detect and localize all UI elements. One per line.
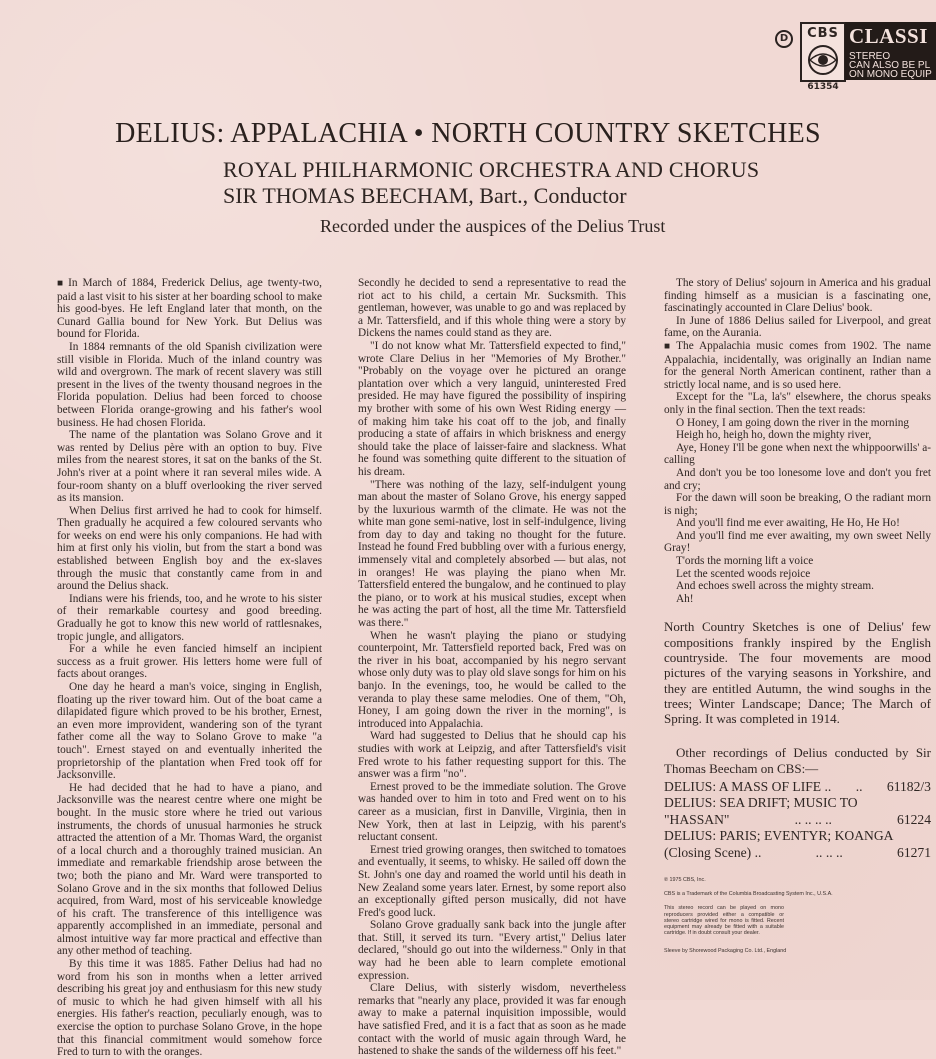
printer-credit: Sleeve by Shorewood Packaging Co. Ltd., England bbox=[664, 948, 787, 955]
paragraph: When he wasn't playing the piano or studying counterpoint, Mr. Tattersfield reported back, Fred was on the river in his boat, accompanied by his negro servant whose only duty was to play old slave songs for him on his banjo. In the evenings, too, he would be called to the veranda to play these same melodies. One of them, "Oh, Honey, I am going down the river in the morning", is introduced into Appalachia. bbox=[358, 629, 626, 730]
lyric-line: And don't you be too lonesome love and don't you fret and cry; bbox=[664, 466, 931, 492]
lyric-line: Let the scented woods rejoice bbox=[676, 567, 811, 580]
lyric-line: And echoes swell across the mighty stream. bbox=[676, 580, 874, 593]
paragraph: He had decided that he had to have a piano, and Jacksonville was the nearest centre where one might be bought. In the music store where he tried out various instruments, the chords of unusual harmonies he struck attracted the attention of a Mr. Thomas Ward, the organist of a local church and a thoroughly trained musician. An immediate and remarkable friendship arose between the two; both the piano and Mr. Ward were transported to Solano Grove and in the six months that followed Delius acquired, from Ward, most of his serviceable knowledge of his craft. The transference of this intelligence was apparently accomplished in an immediate, personal and almost intuitive way far more practical and effective than any other method of teaching. bbox=[57, 781, 322, 958]
lyric-line: O Honey, I am going down the river in the morning bbox=[676, 416, 910, 429]
other-recordings-list bbox=[664, 779, 931, 862]
lyric-line: Aye, Honey I'll be gone when next the whippoorwills' a-calling bbox=[664, 441, 931, 467]
stereo-line: STEREO bbox=[849, 51, 891, 62]
lyric-line: For the dawn will soon be breaking, O the radiant morn is nigh; bbox=[664, 492, 931, 517]
conductor: SIR THOMAS BEECHAM, Bart., Conductor bbox=[223, 183, 627, 208]
paragraph: The name of the plantation was Solano Grove and it was rented by Delius père with an option to buy. Five miles from the nearest stores, it sat on the banks of the St. John's river at a point where it ran several miles wide. A four-room shanty on a bluff overlooking the river served as its mansion. bbox=[57, 429, 322, 505]
stereo-line: ON MONO EQUIP bbox=[849, 69, 932, 80]
recording-row bbox=[664, 812, 931, 829]
paragraph: "There was nothing of the lazy, self-indulgent young man about the master of Solano Grove, his energy sapped by the luxurious warmth of the climate. He was not the white man gone semi-native, lost in self-indulgence, living from day to day and taking no thought for the future. Instead he found Fred bubbling over with a furious energy, immensely vital and completely absorbed — but alas, not in oranges! He was playing the piano when Mr. Tattersfield entered the bungalow, and he continued to play the piano, or to work at his musical studies, except when he was acting the part of host, all the time Mr. Tattersfield was there." bbox=[358, 478, 626, 630]
cbs-logo-text: CBS bbox=[807, 26, 839, 41]
recording-title: DELIUS: PARIS; EVENTYR; KOANGA bbox=[664, 828, 894, 844]
paragraph: One day he heard a man's voice, singing in English, floating up the river toward him. Out of the boat came a dilapidated figure which proved to be his brother, Ernest, an even more improvident, wandering son of the tyrant father come all the way to Solano Grove to make "a touch". Ernest stayed on and eventually inherited the proprietorship of the plantation when Fred took off for Jacksonville. bbox=[57, 681, 322, 782]
recording-title: "HASSAN" bbox=[664, 811, 730, 827]
recording-dots: .. bbox=[855, 778, 863, 794]
paragraph: Except for the "La, la's" elsewhere, the chorus speaks only in the final section. Then the text reads: bbox=[664, 391, 931, 416]
bullet-icon: ■ bbox=[57, 278, 66, 289]
recording-dots: .. .. .. bbox=[815, 844, 843, 860]
paragraph: Ward had suggested to Delius that he should cap his studies with work at Leipzig, and after Tattersfield's visit Fred wrote to his father requesting support for this. The answer was a firm "no". bbox=[358, 730, 626, 781]
stereo-notice bbox=[849, 52, 932, 79]
recording-number: 61182/3 bbox=[886, 778, 931, 794]
recording-row bbox=[664, 795, 931, 812]
trademark-line: CBS is a Trademark of the Columbia Broadcasting System Inc., U.S.A. bbox=[664, 891, 833, 898]
stereo-line: CAN ALSO BE PL bbox=[849, 60, 931, 71]
paragraph: In 1884 remnants of the old Spanish civilization were still visible in Florida. Much of the inland country was wild and overgrown. The mark of recent slavery was still present in the lives of the twenty thousand negroes in the Florida population. Delius had been forced to choose between Florida orange-growing and his father's wool business. He had chosen Florida. bbox=[57, 340, 322, 429]
paragraph: By this time it was 1885. Father Delius had had no word from his son in months when a letter arrived describing his great joy and enthusiasm for this new study of music to which he had given himself with all his energies. His father's reaction, peculiarly enough, was to exercise the option to purchase Solano Grove, in the hope that this financial commitment would somehow force Fred to turn to with the oranges. bbox=[57, 958, 322, 1059]
recording-title: DELIUS: SEA DRIFT; MUSIC TO bbox=[664, 795, 858, 811]
paragraph: For a while he even fancied himself an incipient success as a fruit grower. His letters home were full of facts about oranges. bbox=[57, 643, 322, 681]
liner-notes-column-3 bbox=[664, 277, 931, 955]
lyric-line: Ah! bbox=[676, 592, 694, 605]
cbs-logo bbox=[800, 22, 846, 82]
recording-row bbox=[664, 845, 931, 862]
paragraph: "I do not know what Mr. Tattersfield expected to find," wrote Clare Delius in her "Memories of My Brother." "Probably on the voyage over he pictured an orange plantation over which a very languid, uninterested Fred presided. He may have figured the possibility of inspiring my brother with some of his own West Riding energy — of making him take his coat off to the job, and finally producing a state of affairs in which briskness and energy should take the place of laisser-faire and slackness. What he found was something quite different to the situation of his dream. bbox=[358, 339, 626, 478]
classics-band bbox=[845, 22, 936, 80]
paragraph: When Delius first arrived he had to cook for himself. Then gradually he acquired a few coloured servants who for weeks on end were his only companions. He had with him at first only his violin, but from the start a bond was established between English boy and the ex-slaves through the music that constantly came from in and around the Delius shack. bbox=[57, 504, 322, 593]
paragraph: The story of Delius' sojourn in America and his gradual finding himself as a musician is a fascinating one, fascinatingly accounted in Clare Delius' book. bbox=[664, 277, 931, 315]
recording-title: DELIUS: A MASS OF LIFE .. bbox=[664, 778, 832, 794]
recorded-note: Recorded under the auspices of the Delius Trust bbox=[320, 216, 666, 236]
d-symbol: D bbox=[775, 30, 793, 48]
catalogue-number: 61354 bbox=[807, 82, 839, 92]
performers: ROYAL PHILHARMONIC ORCHESTRA AND CHORUS bbox=[223, 157, 760, 182]
copyright-line: ℗ 1975 CBS, Inc. bbox=[664, 877, 706, 884]
lyric-line: Heigh ho, heigh ho, down the mighty river, bbox=[676, 429, 872, 442]
cbs-eye-icon bbox=[807, 44, 839, 76]
paragraph: ■ The Appalachia music comes from 1902. The name Appalachia, incidentally, was originally an Indian name for the general North American continent, rather than a strictly local name, and is so used here. bbox=[664, 339, 931, 391]
lyric-line: T'ords the morning lift a voice bbox=[676, 555, 814, 568]
paragraph: Secondly he decided to send a representative to read the riot act to his child, a certain Mr. Sucksmith. This gentleman, however, was unable to go and was replaced by a Mr. Tattersfield, and if this whole thing were a story by Dickens the names could stand as they are. bbox=[358, 277, 626, 340]
paragraph: Clare Delius, with sisterly wisdom, nevertheless remarks that "nearly any place, provided it was far enough away to make a paternal inquisition impossible, would have satisfied Fred, and it is a fact that as soon as he made contact with the world of music again through Ward, he hastened to shake the sands of the wilderness off his feet." bbox=[358, 982, 626, 1058]
paragraph: Solano Grove gradually sank back into the jungle after that. Still, it served its turn. "Every artist," Delius later declared, "should go out into the wilderness." Only in that way had he been able to learn complete emotional expression. bbox=[358, 919, 626, 982]
recording-row bbox=[664, 828, 931, 845]
north-country-paragraph: North Country Sketches is one of Delius' few compositions frankly inspired by the English countryside. The four movements are mood pictures of the varying seasons in Yorkshire, and they are entitled Autumn, the wind soughs in the trees; Winter Landscape; Dance; The March of Spring. It was completed in 1914. bbox=[664, 619, 931, 727]
bullet-icon: ■ bbox=[664, 340, 674, 352]
mono-playback-note: This stereo record can be played on mono reproducers provided either a compatible or stereo cartridge wired for mono is fitted. Recent equipment may already be fitted with a suitable cartridge. If in doubt consult your dealer. bbox=[664, 905, 784, 937]
series-label: CLASSI bbox=[849, 24, 928, 48]
paragraph: ■ In March of 1884, Frederick Delius, age twenty-two, paid a last visit to his sister at her boarding school to make his good-byes. He left England later that month, on the Cunard Gallia bound for New York. But Delius was bound for Florida. bbox=[57, 277, 322, 341]
paragraph: Ernest tried growing oranges, then switched to tomatoes and eventually, it seems, to whisky. He sailed off down the St. John's one day and roamed the world until his death in New Zealand some years later. Ernest, by some report also an exceptionally gifted person musically, did not have Fred's good luck. bbox=[358, 843, 626, 919]
paragraph: Indians were his friends, too, and he wrote to his sister of their remarkable courtesy and good breeding. Gradually he got to know this new world of rattlesnakes, tropic jungle, and alligators. bbox=[57, 592, 322, 643]
recording-title: (Closing Scene) .. bbox=[664, 844, 762, 860]
lyric-line: And you'll find me ever awaiting, He Ho, He Ho! bbox=[676, 517, 900, 530]
recording-row bbox=[664, 779, 931, 796]
other-recordings-heading: Other recordings of Delius conducted by Sir Thomas Beecham on CBS:— bbox=[664, 744, 931, 776]
album-title: DELIUS: APPALACHIA • NORTH COUNTRY SKETCHES bbox=[115, 118, 821, 149]
chorus-lyrics bbox=[664, 417, 931, 606]
liner-notes-column-2 bbox=[358, 277, 626, 1058]
recording-number: 61271 bbox=[897, 844, 931, 860]
recording-dots: .. .. .. .. bbox=[794, 811, 832, 827]
recording-number: 61224 bbox=[897, 811, 931, 827]
label-logo-area bbox=[775, 22, 936, 92]
paragraph: Ernest proved to be the immediate solution. The Grove was handed over to him in toto and Fred went on to his career as a musician, first in Danville, Virginia, then in New York, then at last in Leipzig, with his parent's reluctant consent. bbox=[358, 780, 626, 844]
liner-notes-column-1 bbox=[57, 277, 322, 1059]
paragraph: In June of 1886 Delius sailed for Liverpool, and great fame, on the Aurania. bbox=[664, 314, 931, 340]
lyric-line: And you'll find me ever awaiting, my own sweet Nelly Gray! bbox=[664, 529, 931, 555]
